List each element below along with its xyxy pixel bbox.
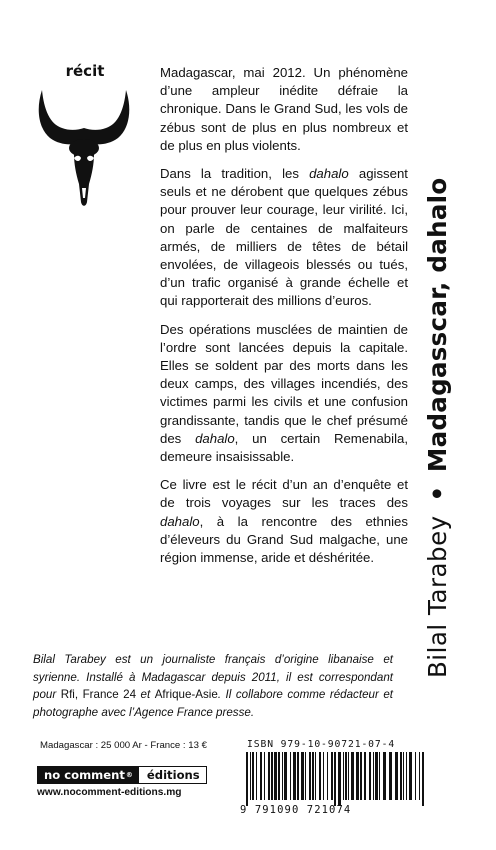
barcode-bar — [284, 752, 287, 800]
media-name: Afrique-Asie — [154, 688, 218, 701]
barcode-bar — [301, 752, 304, 800]
publisher-website: www.nocomment-editions.mg — [37, 787, 182, 798]
text-run: Des opérations musclées de maintien de l’ordre sont lancées depuis la capitale. Elles se soldent par des morts dans les deux camps, des villages incendiés, des victimes parmi les civils et une confusion grandissante, tandis que le chef présumé des — [160, 321, 408, 446]
barcode-bar — [271, 752, 273, 800]
barcode-bar — [351, 752, 354, 800]
zebu-skull-icon — [36, 88, 132, 210]
barcode — [244, 752, 428, 806]
barcode-bar — [369, 752, 371, 800]
barcode-bar — [375, 752, 378, 800]
barcode-bar — [364, 752, 366, 800]
barcode-bar — [403, 752, 404, 800]
barcode-bar — [315, 752, 316, 800]
publisher-name: no comment — [44, 768, 125, 782]
publisher-logo-left — [38, 767, 139, 783]
barcode-bar — [331, 752, 333, 800]
back-cover-summary — [160, 64, 408, 577]
barcode-bar — [290, 752, 291, 800]
barcode-bar — [268, 752, 270, 800]
author-name: Bilal Tarabey — [423, 515, 452, 678]
bio-text-run: Bilal Tarabey est un journaliste français d’origine libanaise et syrienne. Installé à Madagascar depuis 2011, il est correspondant pour — [33, 653, 393, 701]
text-run: , un certain Remenabila, demeure insaisissable. — [160, 430, 408, 465]
summary-paragraph — [160, 64, 408, 155]
title-separator: • — [423, 485, 452, 502]
text-run: , à la rencontre des ethnies d’éleveurs du Grand Sud malgache, une région immense, aride et déshéritée. — [160, 513, 408, 566]
italic-term: dahalo — [309, 166, 349, 182]
barcode-bar — [373, 752, 374, 800]
barcode-bar — [419, 752, 420, 800]
summary-paragraph — [160, 476, 408, 567]
barcode-bar — [297, 752, 299, 800]
isbn-label: ISBN 979-10-90721-07-4 — [247, 739, 396, 750]
barcode-bar — [409, 752, 412, 800]
barcode-bar — [278, 752, 280, 800]
barcode-bar — [293, 752, 296, 800]
italic-term: dahalo — [160, 513, 200, 529]
summary-paragraph — [160, 321, 408, 467]
book-title: Madagasscar, dahalo — [423, 177, 452, 473]
barcode-bar — [379, 752, 380, 800]
barcode-bar — [360, 752, 362, 800]
barcode-bar — [356, 752, 359, 800]
barcode-bar — [389, 752, 392, 800]
media-name: Rfi, France 24 — [60, 688, 137, 701]
barcode-digits: 9 791090 721074 — [240, 804, 352, 816]
publisher-logo-right: éditions — [146, 768, 200, 782]
barcode-bar — [305, 752, 306, 800]
barcode-bar — [252, 752, 254, 800]
barcode-bar — [264, 752, 265, 800]
barcode-bar — [282, 752, 283, 800]
barcode-bar — [327, 752, 328, 800]
spine-title — [418, 177, 458, 678]
summary-paragraph — [160, 165, 408, 311]
barcode-bar — [422, 752, 424, 806]
barcode-bar — [319, 752, 321, 800]
barcode-bar — [395, 752, 398, 800]
barcode-bar — [338, 752, 341, 806]
author-biography — [33, 651, 393, 721]
text-run: agissent seuls et ne dérobent que quelques zébus pour prouver leur courage, leur virilité. Ici, on parle de centaines de malfaiteurs armés, de milliers de têtes de bétail envolées, de villageois blessés ou tués, d’un trafic organisé à grande échelle et qui rapporterait des millions d’euros. — [160, 166, 408, 309]
price-info: Madagascar : 25 000 Ar - France : 13 € — [40, 740, 207, 751]
text-run: Madagascar, mai 2012. Un phénomène d’une ampleur inédite défraie la chronique. Dans le Grand Sud, les vols de zébus sont de plus en plus nombreux et de plus en plus violents. — [160, 65, 408, 153]
text-run: Ce livre est le récit d’un an d’enquête et de trois voyages sur les traces des — [160, 477, 408, 511]
barcode-bar — [312, 752, 314, 800]
italic-term: dahalo — [195, 430, 235, 446]
genre-label: récit — [65, 62, 105, 80]
barcode-bar — [343, 752, 344, 800]
barcode-bar — [383, 752, 386, 800]
barcode-bar — [406, 752, 407, 800]
barcode-bar — [246, 752, 248, 806]
text-run: Dans la tradition, les — [160, 166, 310, 182]
barcode-bar — [400, 752, 402, 800]
barcode-bar — [274, 752, 277, 800]
barcode-bar — [256, 752, 257, 800]
barcode-bar — [345, 752, 347, 800]
barcode-bar — [348, 752, 349, 800]
barcode-bar — [334, 752, 336, 806]
bio-text-run: . Il collabore comme rédacteur et photographe avec l’Agence France presse. — [33, 688, 393, 719]
barcode-bar — [309, 752, 311, 800]
registered-mark: ® — [125, 771, 133, 779]
barcode-bar — [415, 752, 416, 800]
barcode-bar — [260, 752, 262, 800]
barcode-bar — [250, 752, 251, 800]
publisher-logo — [37, 766, 207, 784]
barcode-bar — [323, 752, 324, 800]
bio-text-run: et — [136, 688, 155, 701]
